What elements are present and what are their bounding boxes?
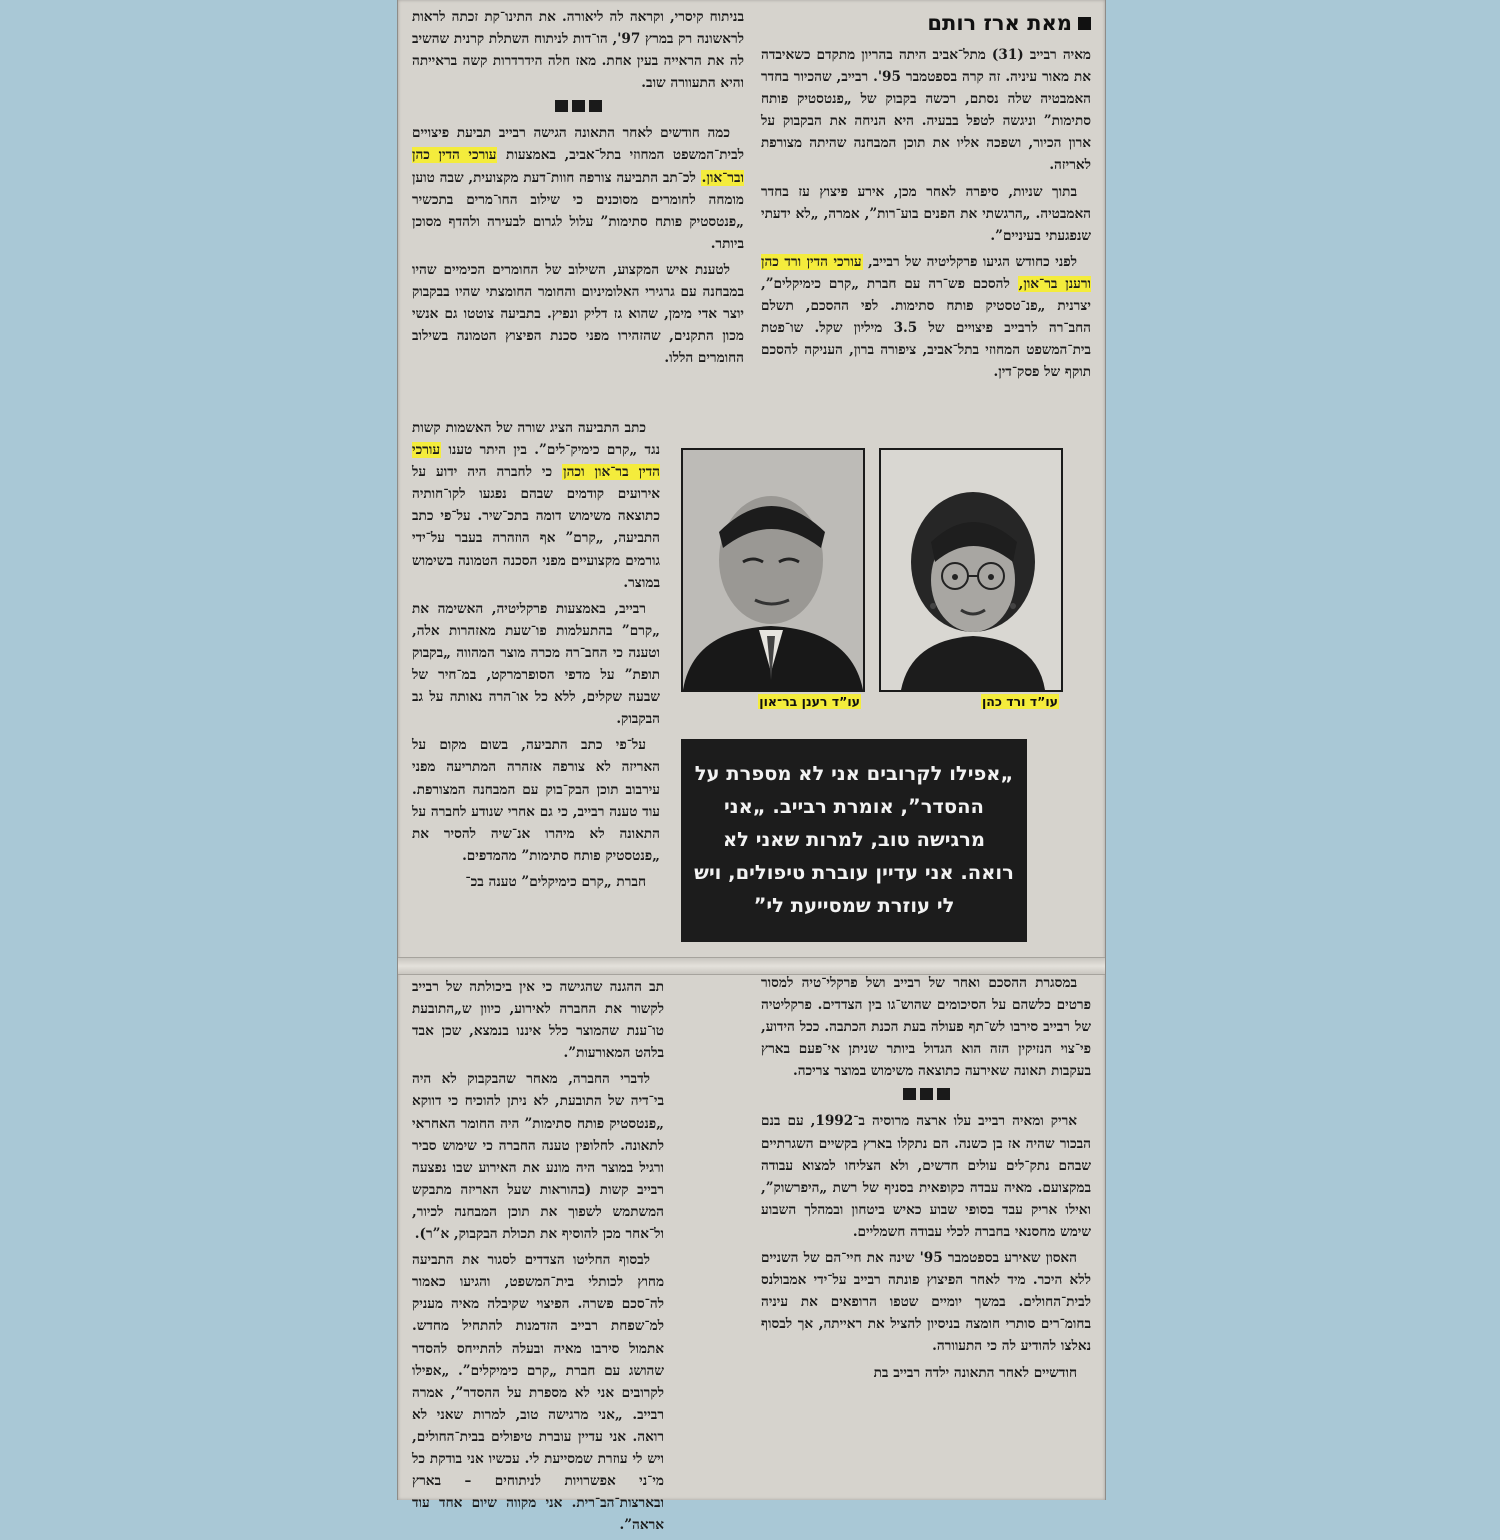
section-separator	[761, 1088, 1091, 1102]
paragraph: לטענת איש המקצוע, השילוב של החומרים הכימיים שהיו במבחנה עם גרגירי האלומיניום והחומר החומצתי שהיו בבקבוק יוצר אדי מימן, שהוא גז דליק ונפיץ. בתביעה צוטטו גם אנשי מכון התקנים, שהזהירו מפני סכנת הפיצוץ הטמונה בשילוב החומרים הללו.	[412, 261, 744, 367]
portrait-woman-icon	[881, 450, 1061, 690]
paragraph: מאיה רבייב (31) מתל־אביב היתה בהריון מתקדם כשאיבדה את מאור עיניה. זה קרה בספטמבר 95'. רבייב, שהכיור בחדר האמבטיה שלה נסתם, רכשה בקבוק של „פנטסטיק פותח סתימות” וניגשה לטפל בבעיה. היא הניחה את הבקבוק על ארון הכיור, ושפכה אליו את תוכן המבחנה שהיתה מצורפת לאריזה.	[761, 47, 1091, 174]
column-right-bottom	[761, 972, 1091, 1388]
caption-text: עו”ד רענן בר־און	[759, 694, 860, 709]
caption-text: עו”ד ורד כהן	[981, 694, 1058, 709]
paragraph	[761, 251, 1091, 384]
paragraph-text: לפני כחודש הגיעו פרקליטיה של רבייב,	[868, 253, 1078, 270]
paragraph: חברת „קרם כימיקלים” טענה בכ־	[465, 873, 646, 890]
square-bullet-icon	[1078, 17, 1091, 30]
paragraph: האסון שאירע בספטמבר 95' שינה את חיי־הם של השניים ללא היכר. מיד לאחר הפיצוץ פונתה רבייב על־ידי אמבולנס לבית־החולים. במשך יומיים שטפו הרופאים את עיניה בחומ־רים סותרי חומצה בניסיון להציל את ראייתה, אך לבסוף נאלצו להודיע לה כי התעוורה.	[761, 1250, 1091, 1355]
paragraph: חודשיים לאחר התאונה ילדה רבייב בת	[873, 1364, 1077, 1381]
column-left-narrow	[412, 417, 660, 897]
paragraph-text: כתב התביעה הציג שורה של האשמות קשות נגד „קרם כימיק־לים”. בין היתר טענו	[412, 420, 660, 459]
pull-quote: „אפילו לקרובים אני לא מספרת על ההסדר”, אומרת רבייב. „אני מרגישה טוב, למרות שאני לא רואה. אני עדיין עוברת טיפולים, ויש לי עוזרת שמסייעת לי”	[681, 739, 1027, 942]
paragraph-text: להסכם פש־רה עם חברת „קרם כימיקלים”, יצרנית „פנ־טסטיק פותח סתימות. לפי ההסכם, תשלם החב־רה לרבייב פיצויים של 3.5 מיליון שקל. שו־פטת בית־המשפט המחוזי בתל־אביב, ציפורה ברון, העניקה להסכם תוקף של פסק־דין.	[761, 275, 1091, 381]
paragraph: תב ההגנה שהגישה כי אין ביכולתה של רבייב לקשור את החברה לאירוע, כיוון ש„התובעת טו־ענת שהמוצר כלל איננו בנמצא, שכן אבד בלהט המאורעות”.	[412, 979, 664, 1062]
photo-raanan-bar-on	[681, 448, 865, 692]
highlighted-lawyers: עורכי הדין ורד כהן ורענן בר־און,	[761, 253, 1091, 292]
portrait-man-icon	[683, 450, 863, 690]
column-left-top	[412, 6, 744, 373]
paragraph: לדברי החברה, מאחר שהבקבוק לא היה בי־דיה של התובעת, לא ניתן להוכיח כי דווקא „פנטסטיק פותח סתימות” היה החומר האחראי לתאונה. לחלופין טענה החברה כי שימוש סביר ורגיל במוצר היה מונע את האירוע שבו נפצעה רבייב קשות (בהוראות שעל האריזה מתבקש המשתמש לשפוך את תוכן המבחנה לכיור, ול־אחר מכן להוסיף את תכולת הבקבוק, א”ר).	[412, 1071, 664, 1243]
paragraph: בניתוח קיסרי, וקראה לה ליאורה. את התינו־קת זכתה לראות לראשונה רק במרץ 97', הו־דות לניתוח השתלת קרנית שהשיב לה את הראייה בעין אחת. מאז חלה הידרדרות קשה בראייתה והיא התעוורה שוב.	[412, 9, 744, 92]
paragraph: בתוך שניות, סיפרה לאחר מכן, אירע פיצוץ עז בחדר האמבטיה. „הרגשתי את הפנים בוע־רות”, אמרה, „לא ידעתי שנפגעתי בעיניים”.	[761, 183, 1091, 244]
paragraph: במסגרת ההסכם ואחר של רבייב ושל פרקלי־טיה למסור פרטים כלשהם על הסיכומים שהוש־גו בין הצדדים. פרקליטיה של רבייב סירבו לש־תף פעולה בעת הכנת הכתבה. ככל הידוע, פי־צוי הנזיקין הזה הוא הגדול ביותר שניתן אי־פעם בארץ בעקבות תאונה שאירעה כתוצאה משימוש במוצר צריכה.	[761, 975, 1091, 1080]
byline	[761, 10, 1091, 36]
paragraph: על־פי כתב התביעה, בשום מקום על האריזה לא צורפה אזהרה המתריעה מפני עירבוב תוכן הבק־בוק עם המבחנה המצורפת. עוד טענה רבייב, כי גם אחרי שנודע לחברה על התאונה לא מיהרו אנ־שיה להסיר את „פנטסטיק פותח סתימות” מהמדפים.	[412, 737, 660, 864]
paragraph: אריק ומאיה רבייב עלו ארצה מרוסיה ב־1992, עם בנם הבכור שהיה אז בן כשנה. הם נתקלו בארץ בקשיים השגרתיים שבהם נתק־לים עולים חדשים, ולא הצליחו למצוא עבודה במקצועם. מאיה עבדה כקופאית בסניף של רשת „היפרשוק”, ואילו אריק עבד בסופי שבוע כאיש ביטחון ובמהלך השבוע שימש מחסנאי בחברה לכלי עבודה חשמליים.	[761, 1113, 1091, 1240]
photo-vered-cohen	[879, 448, 1063, 692]
section-separator	[412, 100, 744, 114]
paragraph	[412, 417, 660, 594]
highlighted-lawyers: עורכי הדין בר־און וכהן	[412, 442, 661, 481]
caption-vered-cohen	[963, 694, 1059, 710]
newspaper-clipping	[397, 0, 1106, 1534]
paragraph-text: כמה חודשים לאחר התאונה הגישה רבייב תביעת פיצויים לבית־המשפט המחוזי בתל־אביב, באמצעות	[412, 125, 744, 164]
column-right-top	[761, 44, 1091, 387]
highlighted-lawyers: עורכי הדין כהן ובר־און.	[412, 147, 744, 186]
byline-text: מאת ארז רותם	[927, 11, 1072, 35]
paragraph: רבייב, באמצעות פרקליטיה, האשימה את „קרם” בהתעלמות פו־שעת מאזהרות אלה, וטענה כי החב־רה מכרה מוצר המהווה „בקבוק תופת” על מדפי הסופרמרקט, במ־חיר של שבעה שקלים, ללא כל או־הרה נאותה על גב הבקבוק.	[412, 600, 660, 728]
column-left-bottom	[412, 976, 664, 1540]
paragraph: לבסוף החליטו הצדדים לסגור את התביעה מחוץ לכותלי בית־המשפט, והגיעו כאמור לה־סכם פשרה. הפיצוי שקיבלה מאיה מעניק למ־שפחת רבייב הזדמנות להתחיל מחדש. אתמול סירבו מאיה ובעלה להתייחס להסדר שהושג עם חברת „קרם כימיקלים”. „אפילו לקרובים אני לא מספרת על ההסדר”, אמרה רבייב. „אני מרגישה טוב, למרות שאני לא רואה. אני עדיין עוברת טיפולים בבית־החולים, ויש לי עוזרת שמסייעת לי. עכשיו אני בודקת כל מי־ני אפשרויות לניתוחים – בארץ ובארצות־הב־רית. אני מקווה שיום אחד עוד אראה”.	[412, 1252, 664, 1534]
caption-raanan-bar-on	[738, 694, 861, 710]
paragraph-text: כי לחברה היה ידוע על אירועים קודמים שבהם נפגעו לקו־חותיה כתוצאה משימוש דומה בתכ־שיר. על־פי כתב התביעה, „קרם” אף הוזהרה בעבר על־ידי גורמים מקצועיים מפני הסכנה הטמונה בשימוש במוצר.	[412, 464, 660, 591]
paragraph	[412, 122, 744, 255]
paragraph-text: לכ־תב התביעה צורפה חוות־דעת מקצועית, שבה טוען מומחה לחומרים מסוכנים כי שילוב החו־מרים בתכשיר „פנטסטיק פותח סתימות” עלול לגרום לבעירה ולהדף מסוכן ביותר.	[412, 169, 744, 252]
